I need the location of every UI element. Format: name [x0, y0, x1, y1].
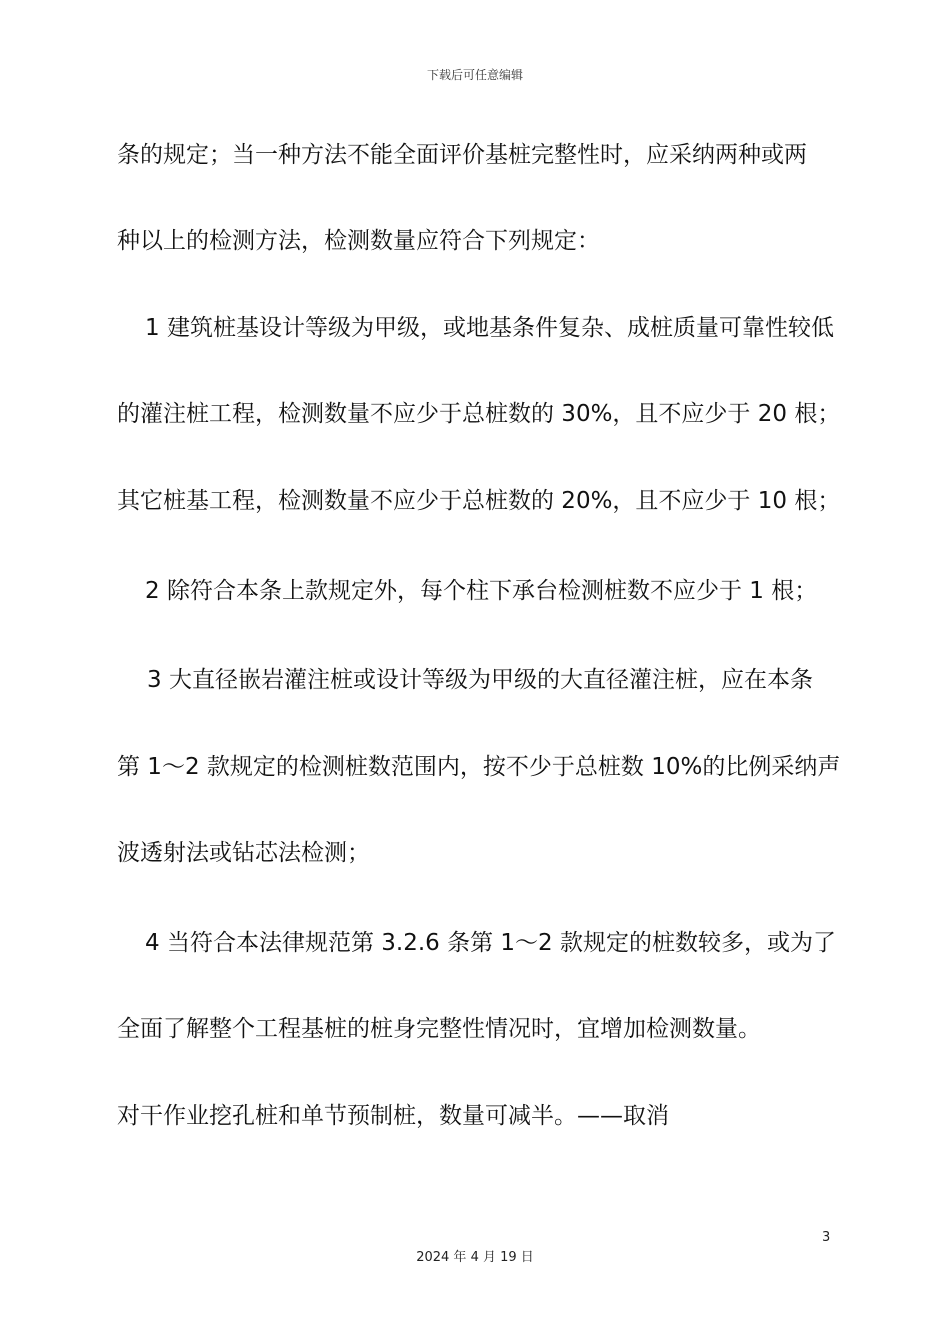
body-text-line: 的灌注桩工程，检测数量不应少于总桩数的 30%，且不应少于 20 根；	[117, 401, 841, 427]
body-text-line: 波透射法或钻芯法检测；	[117, 840, 370, 866]
body-text-line: 全面了解整个工程基桩的桩身完整性情况时，宜增加检测数量。	[117, 1016, 761, 1042]
body-text-line: 条的规定；当一种方法不能全面评价基桩完整性时，应采纳两种或两	[117, 142, 807, 168]
footer-date: 2024 年 4 月 19 日	[416, 1250, 534, 1265]
body-text-line: 对干作业挖孔桩和单节预制桩，数量可减半。——取消	[117, 1103, 669, 1129]
body-text-line: 种以上的检测方法，检测数量应符合下列规定：	[117, 228, 600, 254]
list-item-3: 3 大直径嵌岩灌注桩或设计等级为甲级的大直径灌注桩，应在本条	[147, 667, 813, 693]
list-item-4: 4 当符合本法律规范第 3.2.6 条第 1～2 款规定的桩数较多，或为了	[145, 930, 836, 956]
body-text-line: 第 1～2 款规定的检测桩数范围内，按不少于总桩数 10%的比例采纳声	[117, 754, 841, 780]
page-number: 3	[822, 1230, 831, 1245]
list-item-1: 1 建筑桩基设计等级为甲级，或地基条件复杂、成桩质量可靠性较低	[145, 315, 834, 341]
list-item-2: 2 除符合本条上款规定外，每个柱下承台检测桩数不应少于 1 根；	[145, 578, 818, 604]
body-text-line: 其它桩基工程，检测数量不应少于总桩数的 20%，且不应少于 10 根；	[117, 488, 841, 514]
page-header: 下载后可任意编辑	[426, 68, 523, 82]
